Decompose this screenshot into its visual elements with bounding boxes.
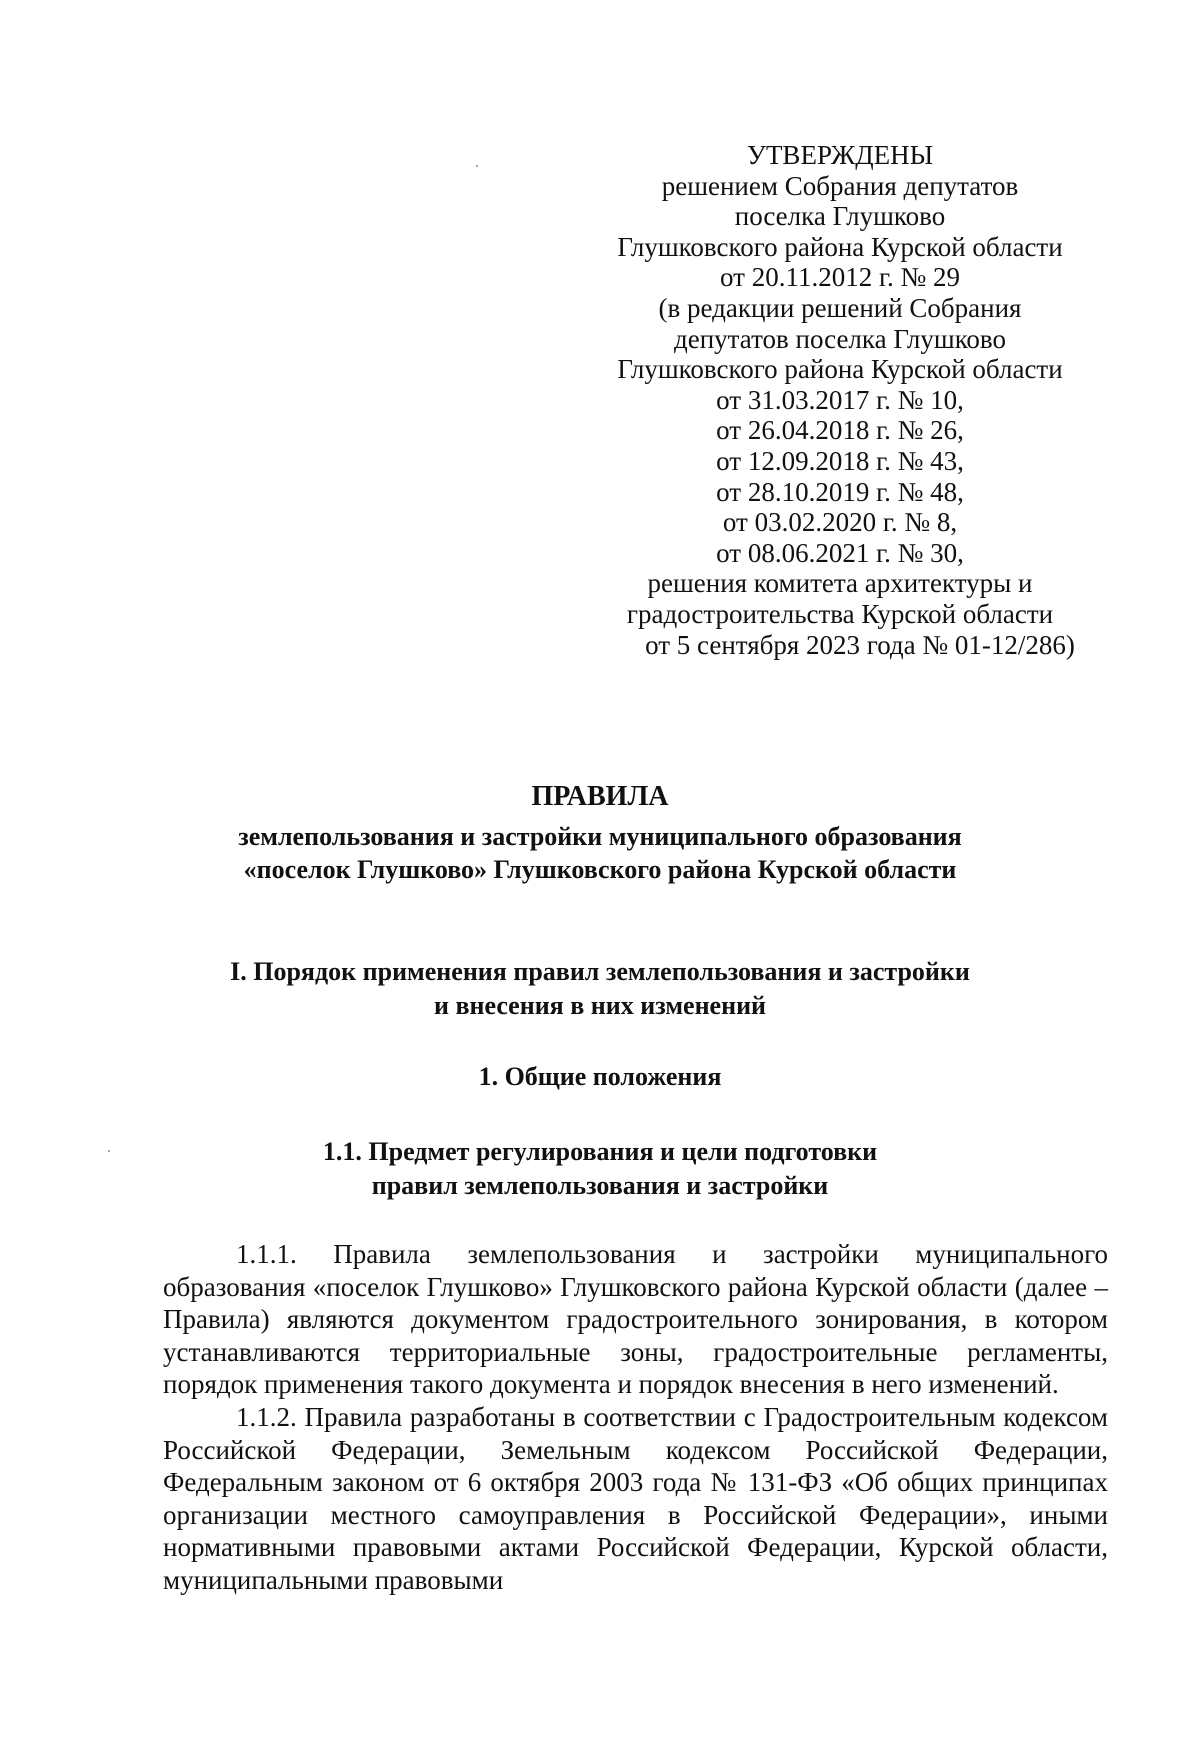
approval-line: Глушковского района Курской области <box>617 354 1063 385</box>
subsection-heading-line: правил землепользования и застройки <box>371 1171 829 1200</box>
approval-line: поселка Глушково <box>734 201 946 232</box>
approval-line: (в редакции решений Собрания <box>658 292 1022 323</box>
approval-line: от 12.09.2018 г. № 43, <box>716 445 964 476</box>
paragraph: 1.1.2. Правила разработаны в соответствии с Градостроительным кодексом Российской Федерации, Земельным кодексом Российской Федерации, Федеральным законом от 6 октября 2003 года № 131-ФЗ «Об общих принципах организации местного самоуправления в Российской Федерации», иными нормативными правовыми актами Российской Федерации, Курской области, муниципальными правовыми <box>163 1401 1108 1595</box>
approval-line: УТВЕРЖДЕНЫ <box>746 140 934 170</box>
section-heading-line: I. Порядок применения правил землепользования и застройки <box>230 957 970 986</box>
chapter-heading: 1. Общие положения <box>478 1062 722 1091</box>
scan-speck <box>476 165 478 167</box>
approval-line: от 08.06.2021 г. № 30, <box>716 537 964 568</box>
section-heading <box>120 955 1080 1023</box>
approval-line: градостроительства Курской области <box>626 598 1054 629</box>
body-text <box>163 1238 1108 1597</box>
approval-line: от 26.04.2018 г. № 26, <box>716 415 964 446</box>
approval-line: решением Собрания депутатов <box>661 170 1019 201</box>
approval-line: от 28.10.2019 г. № 48, <box>716 476 964 507</box>
approval-line: от 20.11.2012 г. № 29 <box>720 262 960 293</box>
subsection-heading-line: 1.1. Предмет регулирования и цели подготовки <box>322 1137 878 1166</box>
document-subtitle-line: «поселок Глушково» Глушковского района Курской области <box>243 855 957 884</box>
approval-line: от 5 сентября 2023 года № 01-12/286) <box>645 629 1075 660</box>
approval-line: от 31.03.2017 г. № 10, <box>716 384 964 415</box>
approval-line: от 03.02.2020 г. № 8, <box>722 507 958 538</box>
document-title: ПРАВИЛА <box>531 781 669 812</box>
approval-block <box>560 140 1120 660</box>
document-title-block <box>160 780 1040 886</box>
section-heading-line: и внесения в них изменений <box>433 991 767 1020</box>
scan-speck <box>108 1150 110 1152</box>
approval-line: решения комитета архитектуры и <box>647 568 1033 599</box>
approval-line: депутатов поселка Глушково <box>673 323 1006 354</box>
document-subtitle-line: землепользования и застройки муниципального образования <box>238 822 962 851</box>
approval-line: Глушковского района Курской области <box>617 231 1063 262</box>
subsection-heading <box>120 1135 1080 1203</box>
paragraph: 1.1.1. Правила землепользования и застройки муниципального образования «поселок Глушково» Глушковского района Курской области (далее – Правила) являются документом градостроительного зонирования, в котором устанавливаются территориальные зоны, градостроительные регламенты, порядок применения такого документа и порядок внесения в него изменений. <box>163 1239 1108 1400</box>
